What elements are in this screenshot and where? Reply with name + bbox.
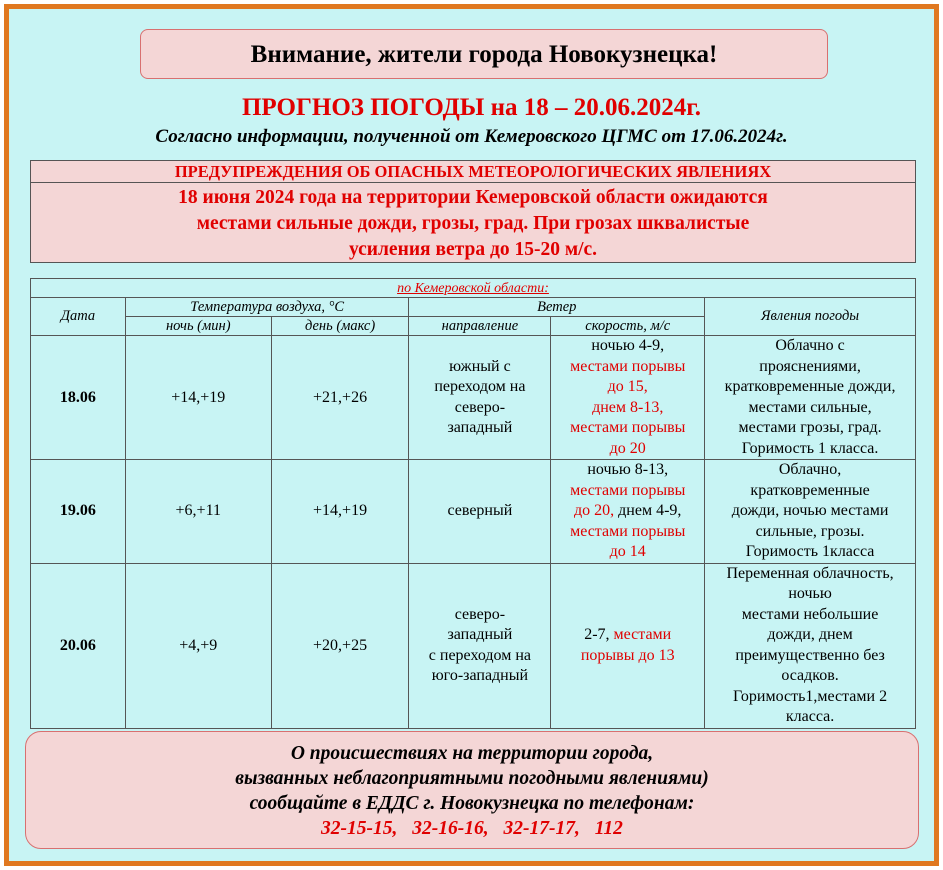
phenomena-line: местами сильные,: [748, 398, 872, 416]
night-temp-cell: +14,+19: [125, 336, 271, 460]
speed-part: днем 4-9,: [614, 502, 682, 519]
wind-direction-cell: [409, 563, 551, 728]
phenomena-line: Горимость 1 класса.: [741, 439, 879, 457]
speed-line: местами порывы: [570, 357, 686, 375]
footer-line: вызванных неблагоприятными погодными явлениями): [235, 768, 709, 789]
forecast-row: [31, 460, 916, 564]
speed-part: до 20,: [574, 502, 615, 519]
footer-line: сообщайте в ЕДДС г. Новокузнецка по телефонам:: [249, 793, 695, 814]
header-phenomena: Явления погоды: [705, 298, 916, 336]
direction-line: юго-западный: [431, 667, 529, 684]
day-temp-cell: +21,+26: [271, 336, 409, 460]
warning-line: 18 июня 2024 года на территории Кемеровской области ожидаются: [178, 187, 768, 208]
forecast-row: [31, 336, 916, 460]
wind-speed-cell: [551, 336, 705, 460]
forecast-body: [31, 336, 916, 729]
speed-line: [553, 625, 702, 646]
phenomena-line: Горимость1,местами 2: [733, 687, 888, 705]
phenomena-line: класса.: [785, 708, 835, 725]
header-speed: скорость, м/с: [551, 317, 705, 336]
warning-box: [30, 160, 916, 263]
forecast-row: [31, 563, 916, 728]
warning-text: [31, 183, 915, 263]
speed-line: до 14: [609, 543, 646, 560]
header-date: Дата: [31, 298, 126, 336]
speed-line: [553, 501, 702, 522]
wind-speed-cell: [551, 563, 705, 728]
speed-part: 2-7,: [584, 626, 614, 643]
phenomena-line: преимущественно без: [735, 646, 885, 664]
phenomena-line: дожди, ночью местами: [731, 502, 889, 519]
speed-line: ночью 8-13,: [587, 461, 669, 478]
phenomena-line: Облачно,: [778, 461, 842, 478]
speed-line: ночью 4-9,: [591, 337, 665, 354]
speed-line: местами порывы: [570, 419, 686, 436]
region-row: [31, 279, 916, 298]
direction-line: северный: [447, 502, 513, 519]
day-temp-cell: +20,+25: [271, 563, 409, 728]
date-cell: 18.06: [31, 336, 126, 460]
speed-line: до 15,: [607, 378, 648, 395]
wind-direction-cell: [409, 336, 551, 460]
phenomena-line: Переменная облачность,: [726, 564, 894, 582]
region-label: по Кемеровской области:: [31, 279, 916, 298]
speed-line: до 20: [609, 439, 646, 457]
header-direction: направление: [409, 317, 551, 336]
phenomena-cell: [705, 336, 916, 460]
header-night: ночь (мин): [125, 317, 271, 336]
speed-line: местами порывы: [570, 481, 686, 499]
speed-line: местами порывы: [570, 522, 686, 540]
speed-part: местами: [613, 626, 672, 643]
header-row: [31, 298, 916, 317]
date-cell: 19.06: [31, 460, 126, 564]
footer-line: О происшествиях на территории города,: [290, 743, 654, 764]
wind-speed-cell: [551, 460, 705, 564]
phenomena-line: Облачно с: [775, 337, 845, 354]
phenomena-cell: [705, 563, 916, 728]
warning-heading: ПРЕДУПРЕЖДЕНИЯ ОБ ОПАСНЫХ МЕТЕОРОЛОГИЧЕСКИХ ЯВЛЕНИЯХ: [31, 161, 915, 183]
direction-line: западный: [447, 419, 513, 436]
warning-line: усиления ветра до 15-20 м/с.: [348, 239, 598, 260]
phenomena-line: кратковременные: [750, 481, 870, 499]
speed-line: днем 8-13,: [592, 398, 664, 416]
direction-line: с переходом на: [428, 646, 531, 664]
phone-numbers: 32-15-15, 32-16-16, 32-17-17, 112: [321, 818, 623, 839]
direction-line: переходом на: [434, 378, 526, 395]
wind-direction-cell: [409, 460, 551, 564]
attention-banner: Внимание, жители города Новокузнецка!: [140, 29, 828, 79]
phenomena-line: осадков.: [781, 667, 839, 684]
speed-line: порывы до 13: [580, 646, 675, 664]
night-temp-cell: +4,+9: [125, 563, 271, 728]
direction-line: западный: [447, 626, 513, 643]
header-wind: Ветер: [409, 298, 705, 317]
phenomena-line: кратковременные дожди,: [724, 378, 896, 395]
phenomena-line: ночью: [788, 585, 832, 602]
header-temperature: Температура воздуха, °С: [125, 298, 409, 317]
night-temp-cell: +6,+11: [125, 460, 271, 564]
forecast-table: [30, 278, 916, 729]
source-note: Согласно информации, полученной от Кемеровского ЦГМС от 17.06.2024г.: [155, 126, 788, 147]
header-day: день (макс): [271, 317, 409, 336]
footer-notice: [25, 731, 919, 849]
phenomena-line: местами небольшие: [741, 605, 879, 623]
warning-line: местами сильные дожди, грозы, град. При грозах шквалистые: [196, 213, 750, 234]
direction-line: северо-: [454, 605, 506, 623]
phenomena-line: местами грозы, град.: [738, 419, 882, 436]
date-cell: 20.06: [31, 563, 126, 728]
day-temp-cell: +14,+19: [271, 460, 409, 564]
phenomena-line: прояснениями,: [759, 357, 861, 375]
phenomena-line: Горимость 1класса: [745, 543, 875, 560]
phenomena-line: дожди, днем: [767, 626, 853, 643]
phenomena-cell: [705, 460, 916, 564]
direction-line: северо-: [454, 398, 506, 416]
phenomena-line: сильные, грозы.: [755, 522, 865, 540]
direction-line: южный с: [449, 357, 511, 375]
forecast-title: ПРОГНОЗ ПОГОДЫ на 18 – 20.06.2024г.: [241, 94, 702, 121]
